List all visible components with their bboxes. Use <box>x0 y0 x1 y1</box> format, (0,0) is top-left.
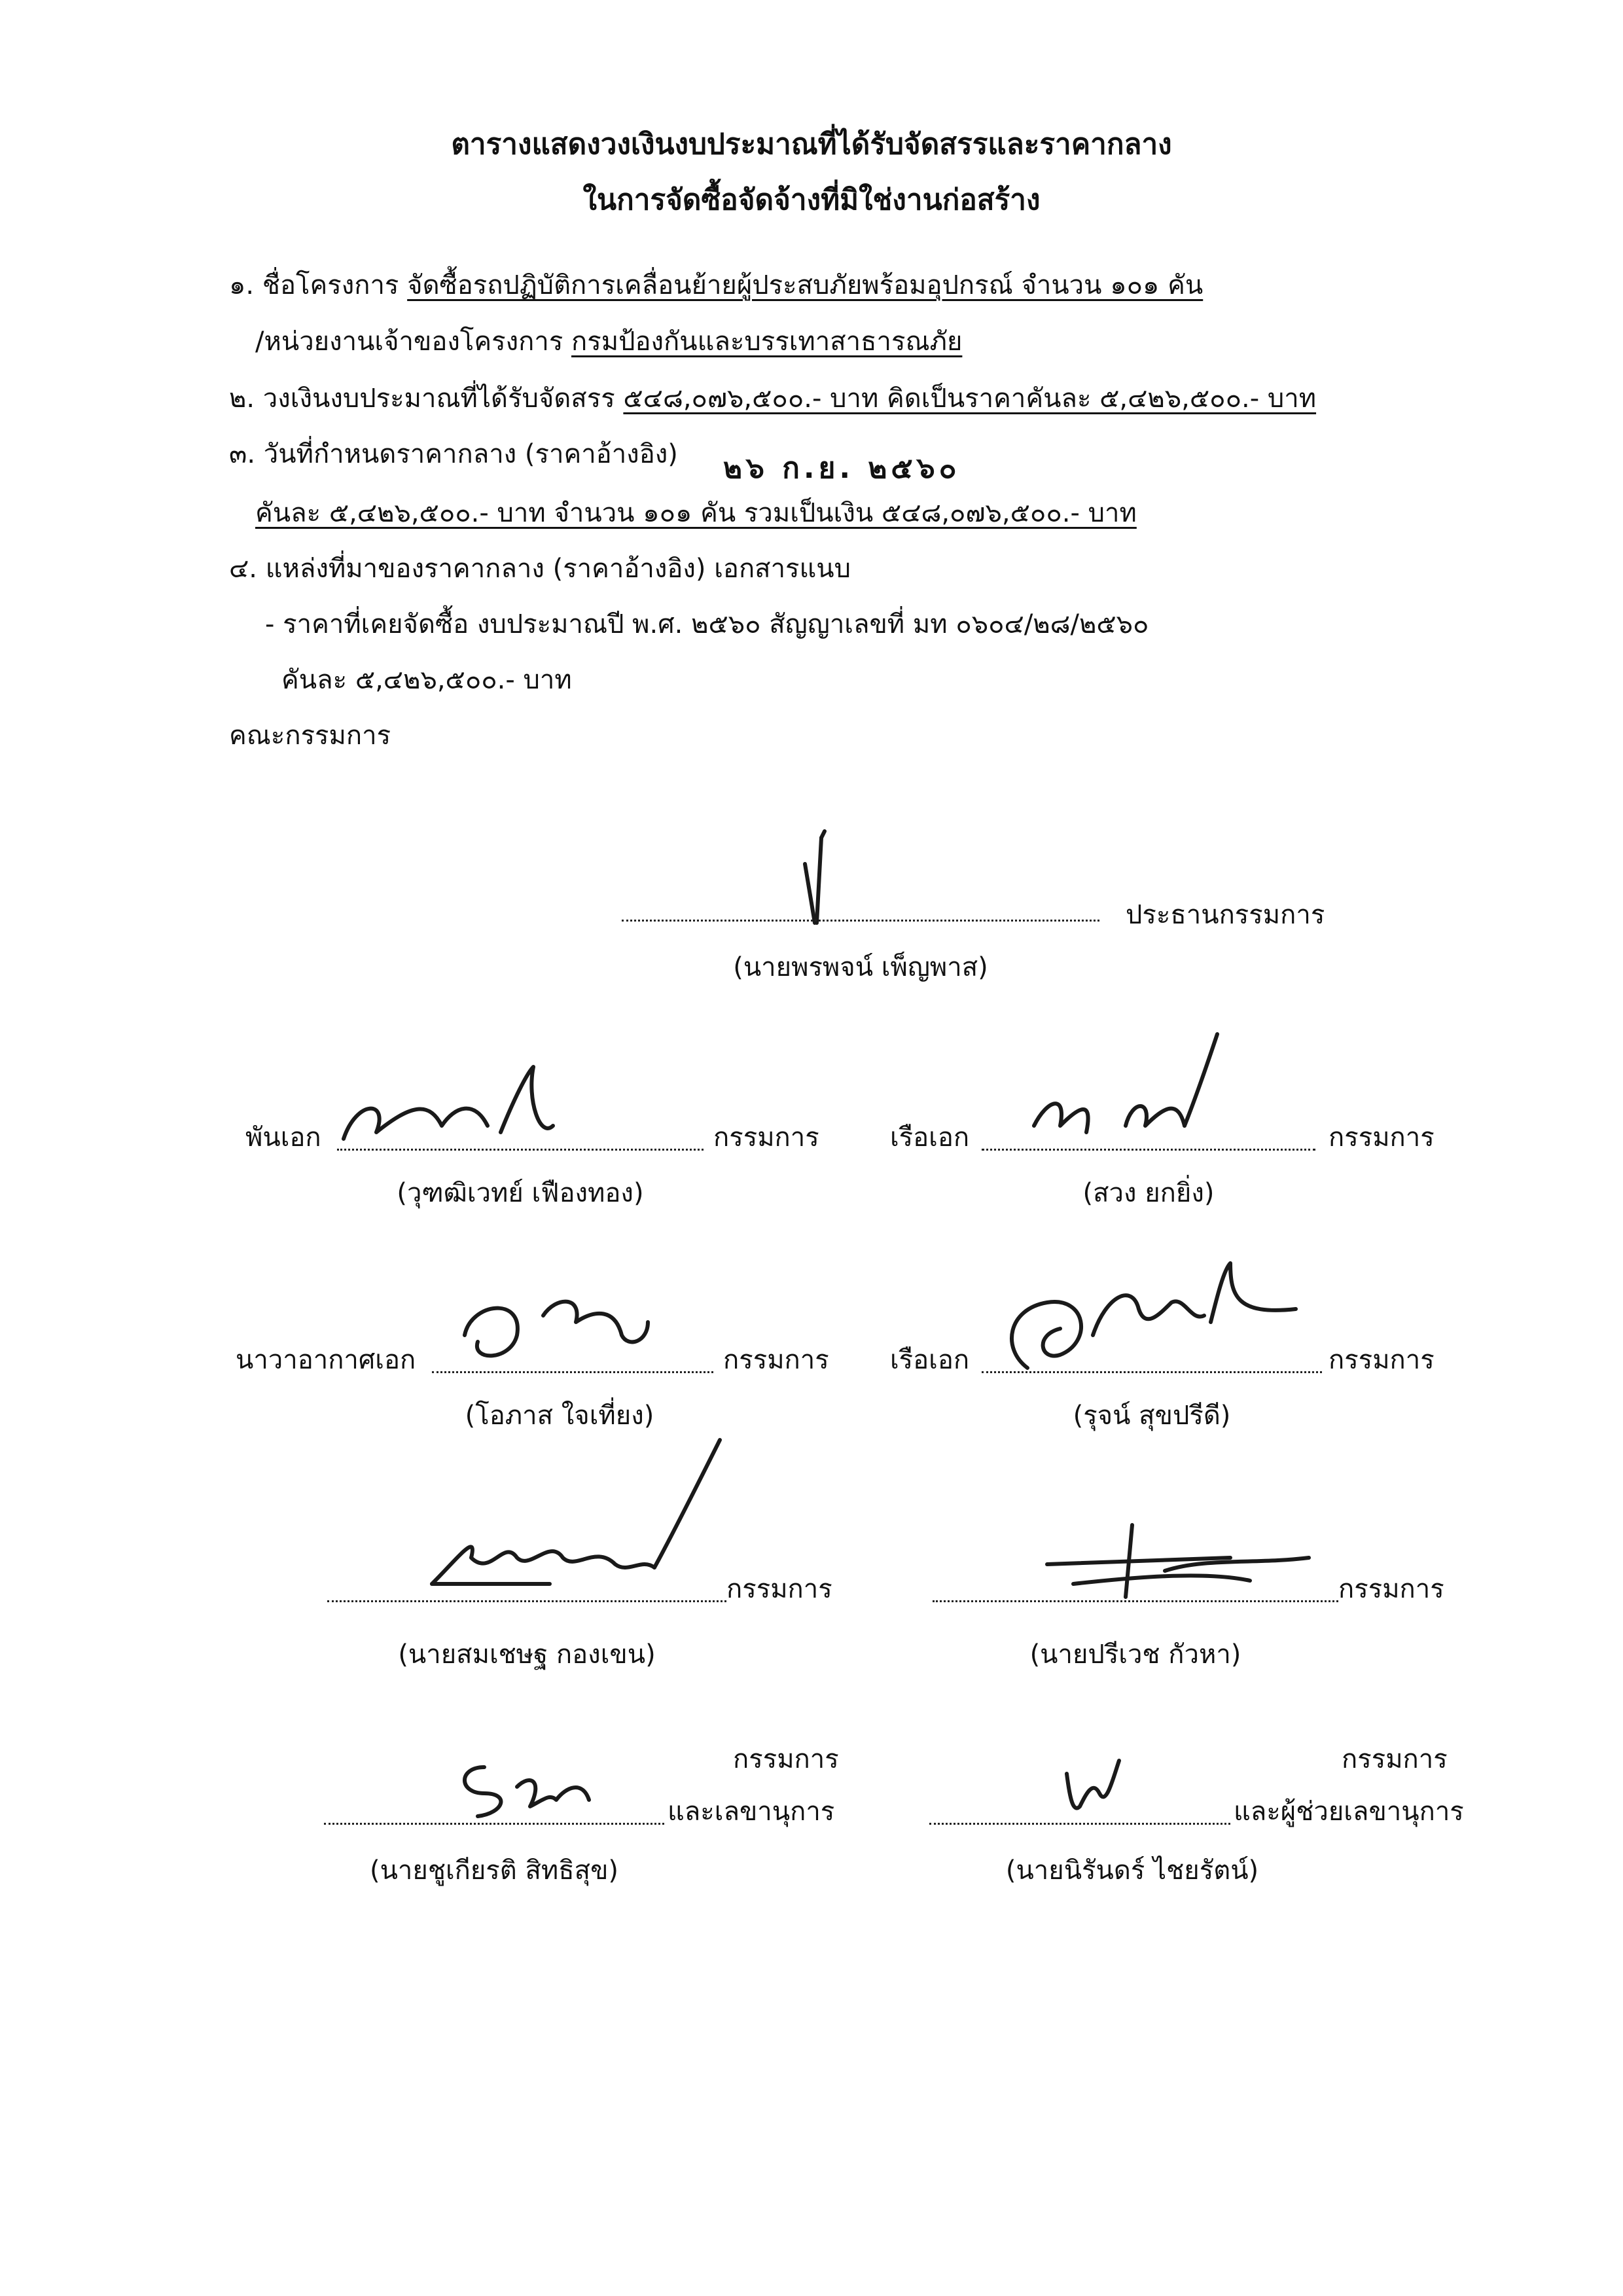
item4-label: ๔. แหล่งที่มาของราคากลาง (ราคาอ้างอิง) เอกสารแนบ <box>229 554 851 584</box>
member4-name: (รุจน์ สุขปรีดี) <box>1073 1401 1231 1431</box>
member3-signature <box>452 1283 661 1374</box>
item1-label: ๑. ชื่อโครงการ <box>229 270 399 300</box>
member5-role: กรรมการ <box>726 1574 832 1604</box>
member1-signature <box>330 1060 566 1152</box>
chair-name: (นายพรพจน์ เพ็ญพาส) <box>733 952 988 982</box>
item4-line1: - ราคาที่เคยจัดซื้อ งบประมาณปี พ.ศ. ๒๕๖๐ สัญญาเลขที่ มท ๐๖๐๔/๒๘/๒๕๖๐ <box>265 609 1149 639</box>
item2-budget-value: ๕๔๘,๐๗๖,๕๐๐.- บาท คิดเป็นราคาคันละ ๕,๔๒๖,๕๐๐.- บาท <box>623 384 1317 414</box>
item3-detail: คันละ ๕,๔๒๖,๕๐๐.- บาท จำนวน ๑๐๑ คัน รวมเป็นเงิน ๕๔๘,๐๗๖,๕๐๐.- บาท <box>255 498 1137 528</box>
item1-owner-row <box>255 326 962 357</box>
member7-signature-line <box>324 1823 664 1825</box>
member8-signature-line <box>929 1823 1230 1825</box>
committee-heading: คณะกรรมการ <box>229 721 391 751</box>
member4-role: กรรมการ <box>1329 1345 1435 1375</box>
member6-signature-line <box>933 1600 1338 1602</box>
member3-signature-line <box>432 1371 713 1373</box>
item1-owner-label: /หน่วยงานเจ้าของโครงการ <box>255 327 563 357</box>
member2-signature-line <box>982 1149 1315 1151</box>
member7-role-line2: และเลขานุการ <box>668 1797 835 1827</box>
member4-signature-line <box>982 1371 1322 1373</box>
member6-role: กรรมการ <box>1338 1574 1444 1604</box>
item3-label: ๓. วันที่กำหนดราคากลาง (ราคาอ้างอิง) <box>229 439 678 469</box>
member1-signature-line <box>337 1149 704 1151</box>
member2-signature <box>1021 1028 1230 1152</box>
member3-name: (โอภาส ใจเที่ยง) <box>465 1401 654 1431</box>
member3-role: กรรมการ <box>723 1345 829 1375</box>
member5-signature <box>419 1427 733 1597</box>
item3-date-stamp: ๒๖ ก.ย. ๒๕๖๐ <box>723 452 961 485</box>
member7-signature <box>445 1754 596 1826</box>
member5-signature-line <box>327 1600 726 1602</box>
item2-label: ๒. วงเงินงบประมาณที่ได้รับจัดสรร <box>229 384 615 414</box>
document-title-line2: ในการจัดซื้อจัดจ้างที่มิใช่งานก่อสร้าง <box>582 183 1041 217</box>
member7-name: (นายชูเกียรติ สิทธิสุข) <box>369 1856 619 1886</box>
chair-signature <box>785 825 864 929</box>
member4-signature <box>988 1257 1302 1388</box>
member3-prefix: นาวาอากาศเอก <box>236 1345 416 1375</box>
member6-signature <box>1034 1518 1322 1604</box>
member1-name: (วุฑฒิเวทย์ เฟืองทอง) <box>397 1178 644 1208</box>
member4-prefix: เรือเอก <box>890 1345 970 1375</box>
item1-owner-value: กรมป้องกันและบรรเทาสาธารณภัย <box>571 327 963 357</box>
member1-prefix: พันเอก <box>245 1122 321 1153</box>
member2-name: (สวง ยกยิ่ง) <box>1082 1178 1215 1208</box>
member8-role-line1: กรรมการ <box>1342 1744 1448 1774</box>
chair-signature-line <box>622 920 1099 922</box>
member7-role-line1: กรรมการ <box>733 1744 839 1774</box>
member2-role: กรรมการ <box>1329 1122 1435 1153</box>
member8-name: (นายนิรันดร์ ไชยรัตน์) <box>1005 1856 1259 1886</box>
item1-row <box>229 270 1203 301</box>
member8-signature <box>1054 1754 1126 1820</box>
member5-name: (นายสมเชษฐ กองเขน) <box>398 1640 656 1670</box>
item1-project-name: จัดซื้อรถปฏิบัติการเคลื่อนย้ายผู้ประสบภัยพร้อมอุปกรณ์ จำนวน ๑๐๑ คัน <box>407 270 1204 300</box>
member8-role-line2: และผู้ช่วยเลขานุการ <box>1234 1797 1464 1827</box>
document-title-line1: ตารางแสดงวงเงินงบประมาณที่ได้รับจัดสรรและราคากลาง <box>451 128 1172 161</box>
item2-row <box>229 383 1316 414</box>
member2-prefix: เรือเอก <box>890 1122 970 1153</box>
member6-name: (นายปรีเวช กัวหา) <box>1029 1640 1241 1670</box>
item4-line2: คันละ ๕,๔๒๖,๕๐๐.- บาท <box>281 665 572 695</box>
chair-role: ประธานกรรมการ <box>1126 900 1325 930</box>
member1-role: กรรมการ <box>713 1122 819 1153</box>
